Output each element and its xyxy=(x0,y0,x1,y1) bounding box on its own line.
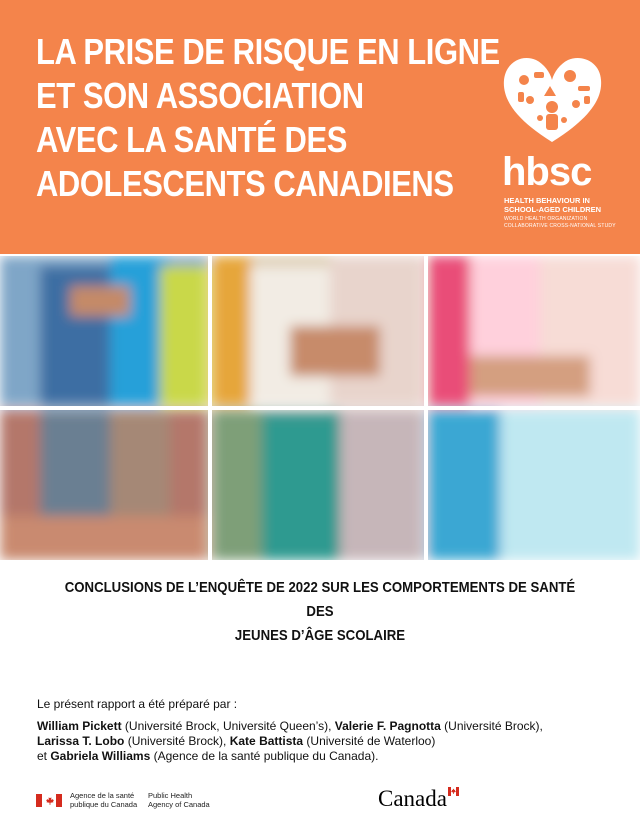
hbsc-tagline xyxy=(504,196,622,214)
author-name: William Pickett xyxy=(37,719,122,733)
report-title xyxy=(36,30,500,206)
authors-line xyxy=(37,749,627,764)
canada-wordmark: Canada xyxy=(378,786,447,811)
header-banner xyxy=(0,0,640,254)
author-name: Larissa T. Lobo xyxy=(37,734,125,748)
authors-line xyxy=(37,734,627,749)
agency-name-fr xyxy=(70,791,137,809)
hbsc-who-line xyxy=(504,216,622,229)
title-line: ADOLESCENTS CANADIENS xyxy=(36,163,454,204)
author-affiliation: (Université Brock), xyxy=(124,734,230,748)
authors-list xyxy=(37,719,627,764)
author-name: Kate Battista xyxy=(229,734,304,748)
agency-en-line: Public Health xyxy=(148,791,193,800)
hbsc-heart-icon xyxy=(500,52,605,147)
photo-collage-icon xyxy=(0,256,640,560)
agency-fr-line: Agence de la santé xyxy=(70,791,135,800)
title-line: ET SON ASSOCIATION xyxy=(36,75,364,116)
hbsc-wordmark: hbsc xyxy=(502,150,592,194)
author-affiliation: (Université de Waterloo) xyxy=(303,734,436,748)
authors-line xyxy=(37,719,627,734)
subtitle-line: JEUNES D’ÂGE SCOLAIRE xyxy=(234,627,406,644)
agency-en-line: Agency of Canada xyxy=(148,800,210,809)
title-line: LA PRISE DE RISQUE EN LIGNE xyxy=(36,31,500,72)
author-affiliation: (Université Brock, Université Queen’s), xyxy=(121,719,335,733)
agency-fr-line: publique du Canada xyxy=(70,800,138,809)
author-name: Gabriela Williams xyxy=(50,749,151,763)
hbsc-tagline-line: SCHOOL-AGED CHILDREN xyxy=(504,205,602,214)
subtitle-line: CONCLUSIONS DE L’ENQUÊTE DE 2022 SUR LES COMPORTEMENTS DE SANTÉ DES xyxy=(64,579,576,620)
hbsc-who-line-2: COLLABORATIVE CROSS-NATIONAL STUDY xyxy=(504,222,616,229)
title-line: AVEC LA SANTÉ DES xyxy=(36,119,347,160)
canada-flag-icon xyxy=(36,794,62,807)
author-name: Valerie F. Pagnotta xyxy=(334,719,441,733)
hbsc-who-line-1: WORLD HEALTH ORGANIZATION xyxy=(504,216,588,222)
hbsc-tagline-line: HEALTH BEHAVIOUR IN xyxy=(504,196,590,205)
author-affiliation: (Université Brock), xyxy=(440,719,543,733)
canada-wordmark-flag-icon xyxy=(448,787,459,796)
teens-with-phones-photo xyxy=(0,256,640,560)
report-subtitle xyxy=(56,576,584,648)
author-prefix: et xyxy=(37,749,51,763)
agency-name-en xyxy=(148,791,210,809)
author-affiliation: (Agence de la santé publique du Canada). xyxy=(150,749,379,763)
hbsc-logo xyxy=(500,52,620,242)
prepared-by-label: Le présent rapport a été préparé par : xyxy=(37,697,238,711)
